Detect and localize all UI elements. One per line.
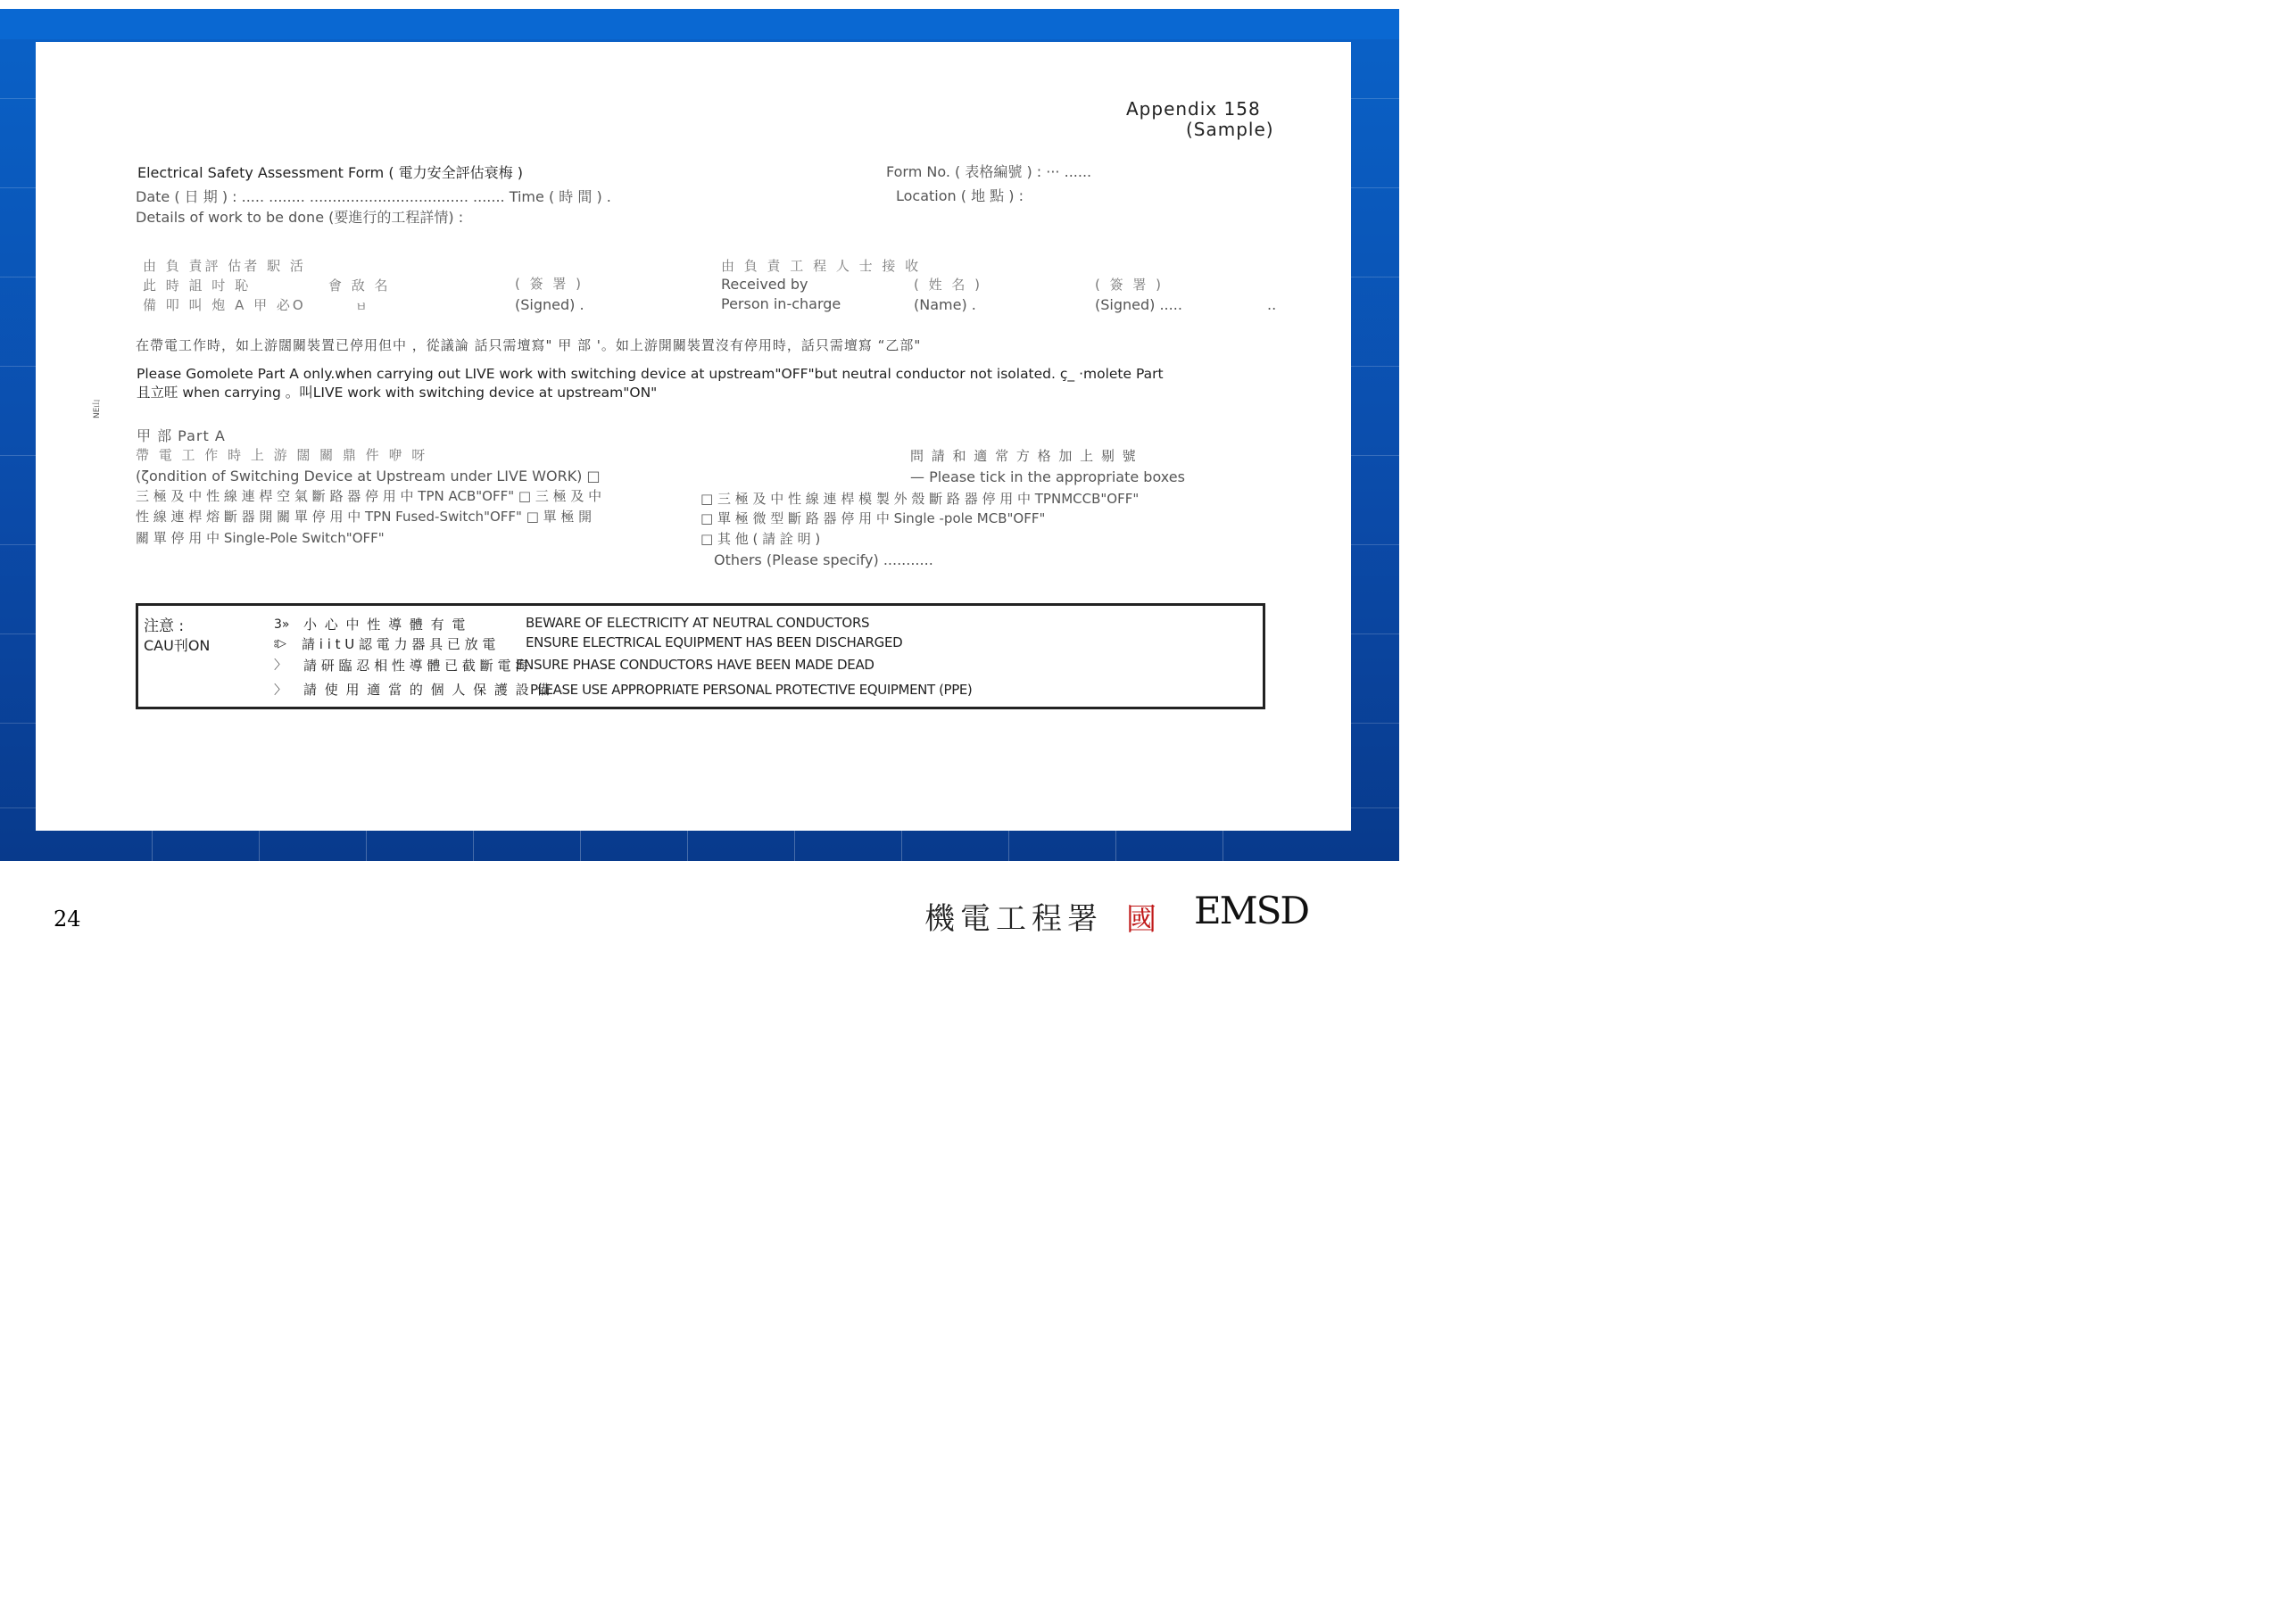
side-mark: NE山 [93,399,102,418]
caution-bullet: 〉 [274,658,286,673]
frame-gridline [1115,825,1116,861]
option-tpn-acb: 三 極 及 中 性 線 連 桿 空 氣 斷 路 器 停 用 中 TPN ACB"OFF" □ 三 極 及 中 [136,488,602,504]
caution-item-en: ENSURE PHASE CONDUCTORS HAVE BEEN MADE DEAD [516,657,874,673]
option-tpn-mccb: □ 三 極 及 中 性 線 連 桿 模 製 外 殼 斷 路 器 停 用 中 TPNMCCB"OFF" [700,491,1140,507]
caution-box [136,603,1265,709]
option-single-pole-switch: 關 單 停 用 中 Single-Pole Switch"OFF" [136,530,385,546]
org-name-zh: 機電工程署 [924,901,1103,937]
assessor-name-mark: ㅂ [355,301,370,315]
part-a-heading: 甲 部 Part A [137,427,226,444]
assessor-label-zh: 由 負 責評 估者 駅 活 [143,258,306,274]
option-single-pole-mcb: □ 單 極 微 型 斷 路 器 停 用 中 Single -pole MCB"OFF" [700,510,1046,526]
option-tpn-fused-switch: 性 線 連 桿 熔 斷 器 開 關 單 停 用 中 TPN Fused-Switch"OFF" □ 單 極 開 [136,509,593,525]
frame-gridline [473,825,474,861]
person-in-charge-label: Person in-charge [721,295,841,312]
trailing-dots: .. [1267,296,1277,313]
option-others-en: Others (Please specify) ........... [714,551,933,568]
emsd-seal-icon: 國 [1126,902,1156,938]
caution-bullet: 〉 [274,683,286,698]
form-number-field: Form No. ( 表格編號 ) : ··· ...... [886,163,1092,180]
sample-label: (Sample) [1186,119,1274,140]
tick-instruction-en: — Please tick in the appropriate boxes [910,468,1185,485]
page-number: 24 [54,907,81,932]
location-field: Location ( 地 點 ) : [896,187,1024,204]
instruction-en-line-1: Please Gomolete Part A only.when carrying out LIVE work with switching device at upstream"OFF"but neutral conductor not isolated. ç_ ·molete Part [137,366,1164,382]
form-sheet [36,42,1351,831]
appendix-label: Appendix 158 [1126,98,1261,120]
caution-item-zh: 請 研 臨 忍 相 性 導 體 已 截 斷 電 海 [303,658,529,674]
assessor-row-2: 此 時 詛 吋 恥 [143,277,252,294]
emsd-logo: EMSD [1194,889,1309,932]
part-a-subtitle: 帶 電 工 作 時 上 游 闊 關 鼎 件 咿 呀 [136,447,428,463]
frame-gridline [580,825,581,861]
frame-gridline [152,825,153,861]
caution-bullet: ⦂▷ [274,637,286,650]
caution-bullet: 3» [274,617,290,632]
caution-item-zh: 請 i i t U 認 電 力 器 具 已 放 電 [302,636,496,652]
option-others-zh: □ 其 他 ( 請 詮 明 ) [700,531,821,547]
work-details-field: Details of work to be done (要進行的工程詳情) : [136,209,464,226]
top-blue-bar [0,9,1399,39]
frame-gridline [901,825,902,861]
form-title: Electrical Safety Assessment Form ( 電力安全評估衰梅 ) [137,164,524,181]
caution-label-zh: 注意 : [144,617,185,635]
caution-item-en: BEWARE OF ELECTRICITY AT NEUTRAL CONDUCTORS [526,615,870,631]
frame-gridline [794,825,795,861]
receiver-label-zh: 由 負 責 工 程 人 士 接 收 [721,258,922,274]
frame-gridline [687,825,688,861]
assessor-name-zh: 會 敌 名 [328,277,391,294]
received-by-label: Received by [721,276,808,293]
signed-label: (Signed) ..... [1095,296,1182,313]
name-label: (Name) . [914,296,976,313]
frame-gridline [366,825,367,861]
assessor-signed-zh: ( 簽 署 ) [515,276,584,292]
assessor-row-3: 備 叩 叫 炮 A 甲 必O [143,297,306,313]
tick-instruction-zh: 問 請 和 適 常 方 格 加 上 剔 號 [910,448,1138,464]
date-time-field: Date ( 日 期 ) : ..... ........ ................................... ....... Time ( 時 間 ) . [136,188,611,205]
frame-gridline [259,825,260,861]
instruction-zh: 在帶電工作時，如上游闊關裝置已停用但中 ，從議論 話只需壇寫" 甲 部 '。如上游開關裝置沒有停用時，話只需壇寫 “乙部" [136,337,922,353]
caution-item-en: ENSURE ELECTRICAL EQUIPMENT HAS BEEN DISCHARGED [526,634,903,650]
assessor-signed-label: (Signed) . [515,296,584,313]
caution-item-zh: 小 心 中 性 導 體 有 電 [303,617,468,633]
frame-gridline [1008,825,1009,861]
caution-label-en: CAU刊ON [144,637,211,654]
name-label-zh: ( 姓 名 ) [914,277,983,293]
part-a-condition: (ζondition of Switching Device at Upstream under LIVE WORK) □ [136,468,601,484]
caution-item-en: PLEASE USE APPROPRIATE PERSONAL PROTECTIVE EQUIPMENT (PPE) [530,682,973,698]
caution-item-zh: 請 使 用 適 當 的 個 人 保 護 設 備 [303,682,552,698]
signed-label-zh: ( 簽 署 ) [1095,277,1165,293]
instruction-en-line-2: 且立旺 when carrying 。叫LIVE work with switching device at upstream"ON" [137,385,658,401]
